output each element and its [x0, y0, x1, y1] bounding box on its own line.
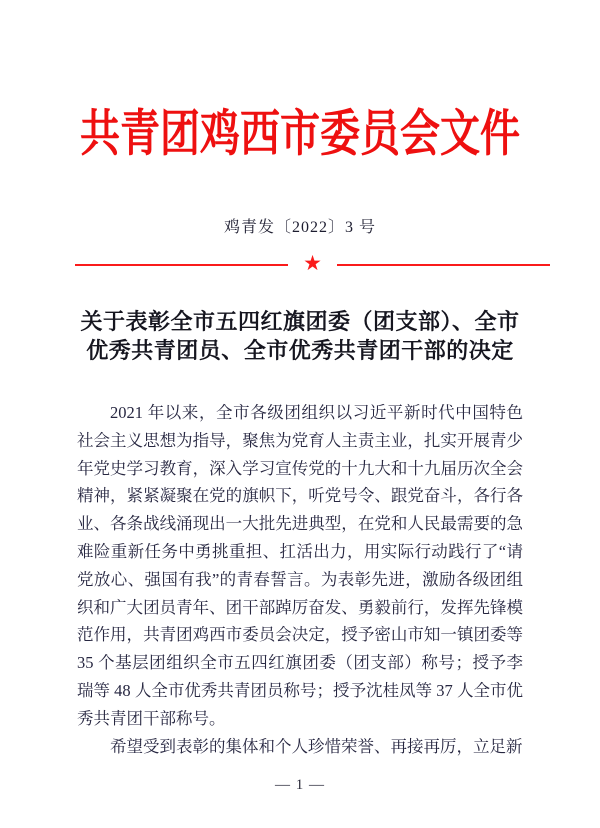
red-separator-rule	[75, 251, 550, 275]
star-icon: ★	[303, 251, 322, 275]
document-title-line-2: 优秀共青团员、全市优秀共青团干部的决定	[86, 338, 514, 363]
document-body	[77, 399, 523, 760]
body-paragraph: 希望受到表彰的集体和个人珍惜荣誉、再接再厉，立足新	[110, 736, 523, 756]
page-number: — 1 —	[275, 777, 325, 793]
rule-line-left	[75, 264, 288, 266]
document-header-title: 共青团鸡西市委员会文件	[80, 105, 520, 162]
document-number: 鸡青发〔2022〕3 号	[223, 219, 376, 236]
body-paragraph: 2021 年以来，全市各级团组织以习近平新时代中国特色社会主义思想为指导，聚焦为党育人主责主业，扎实开展青少年党史学习教育，深入学习宣传党的十九大和十九届历次全会精神，紧紧凝聚在党的旗帜下，听党号令、跟党奋斗，各行各业、各条战线涌现出一大批先进典型，在党和人民最需要的急难险重新任务中勇挑重担、扛活出力，用实际行动践行了“请党放心、强国有我”的青春誓言。为表彰先进，激励各级团组织和广大团员青年、团干部踔厉奋发、勇毅前行，发挥先锋模范作用，共青团鸡西市委员会决定，授予密山市知一镇团委等 35 个基层团组织全市五四红旗团委（团支部）称号；授予李瑞等 48 人全市优秀共青团员称号；授予沈桂凤等 37 人全市优秀共青团干部称号。	[77, 403, 523, 728]
document-title-line-1: 关于表彰全市五四红旗团委（团支部）、全市	[80, 309, 520, 334]
rule-line-right	[337, 264, 550, 266]
document-title	[0, 307, 600, 365]
